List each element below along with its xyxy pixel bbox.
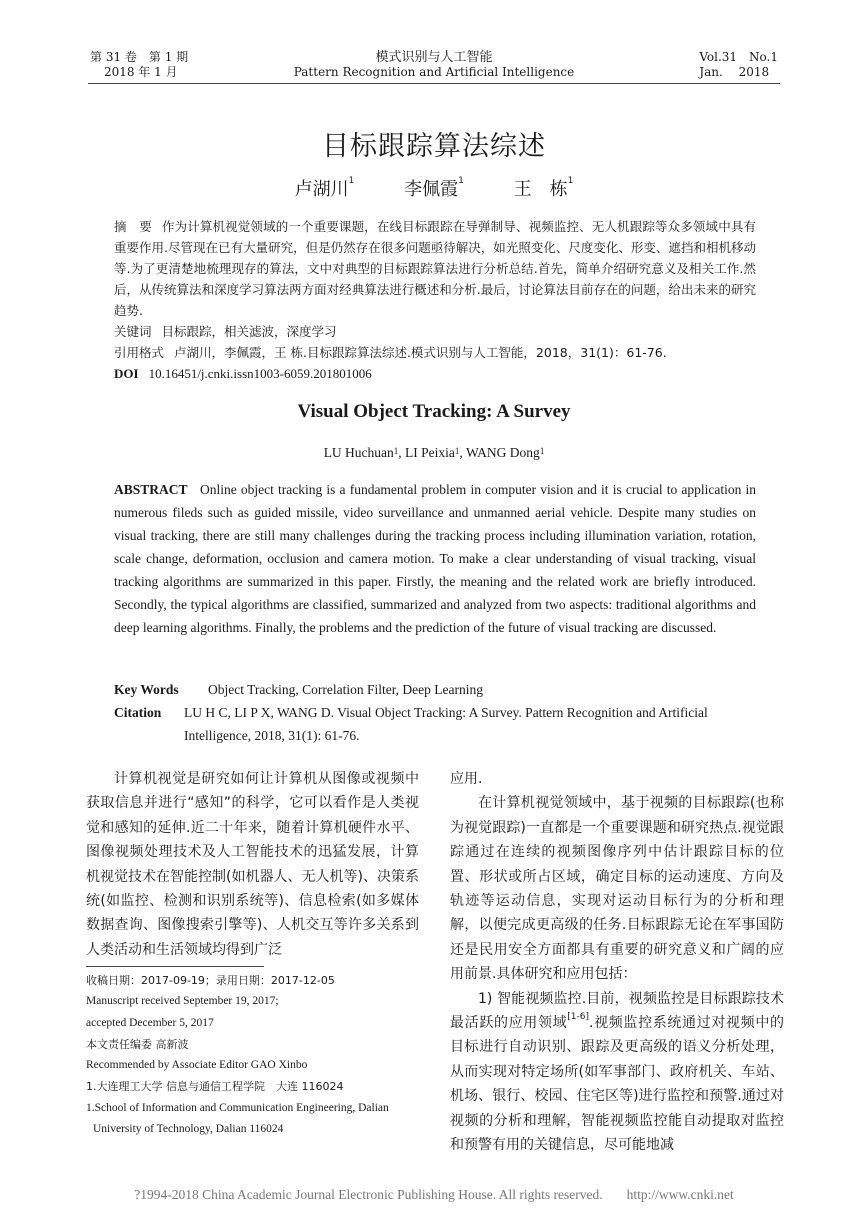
citation-cn-text: 卢湖川，李佩霞，王 栋.目标跟踪算法综述.模式识别与人工智能，2018，31(1)：61-76. — [174, 345, 667, 360]
copyright-notice: ?1994-2018 China Academic Journal Electronic Publishing House. All rights reserved. — [134, 1187, 603, 1202]
body-paragraph: 在计算机视觉领域中，基于视频的目标跟踪(也称为视觉跟踪)一直都是一个重要课题和研究热点.视觉跟踪通过在连续的视频图像序列中估计跟踪目标的位置、形状或所占区域，确定目标的运动速度、方向及轨迹等运动信息，实现对运动目标行为的分析和理解，以便完成更高级的任务.目标跟踪无论在军事国防还是民用安全方面都具有重要的研究意义和广阔的应用前景.具体研究和应用包括： — [450, 795, 784, 983]
editor-cn: 本文责任编委 高新波 — [86, 1037, 189, 1051]
volume-issue-cn: 第 31 卷 第 1 期 — [90, 50, 189, 64]
body-paragraph: 应用. — [450, 771, 483, 787]
abstract-en-label: ABSTRACT — [114, 482, 188, 497]
affiliation-en: 1.School of Information and Communication Engineering, Dalian — [86, 1101, 389, 1114]
keywords-cn-label: 关键词 — [114, 324, 152, 339]
author-cn: 李佩霞$^1$ — [404, 176, 464, 200]
author-en: WANG Dong$^1$ — [465, 445, 545, 460]
body-paragraph: 1) 智能视频监控.目前，视频监控是目标跟踪技术最活跃的应用领域[1-6].视频监控系统通过对视频中的目标进行自动识别、跟踪及更高级的语义分析处理，从而实现对特定场所(如军事部门、政府机关、车站、机场、银行、校园、住宅区等)进行监控和预警.通过对视频的分析和理解，智能视频监控能自动提取对监控和预警有用的关键信息，尽可能地减 — [450, 990, 785, 1154]
header-rule — [88, 83, 780, 84]
keywords-en-label: Key Words — [114, 682, 179, 697]
citation-ref: [1-6] — [567, 1012, 589, 1023]
doi-text: 10.16451/j.cnki.issn1003-6059.201801006 — [148, 366, 372, 381]
keywords-cn — [114, 321, 756, 342]
page-footer — [0, 1187, 868, 1203]
keywords-cn-text: 目标跟踪，相关滤波，深度学习 — [161, 324, 337, 339]
authors-cn — [0, 175, 868, 201]
abstract-cn — [114, 216, 756, 321]
received-date-en: Manuscript received September 19, 2017; — [86, 995, 279, 1008]
citation-cn-label: 引用格式 — [114, 345, 165, 360]
abstract-en-block — [114, 478, 756, 639]
editor-en: Recommended by Associate Editor GAO Xinbo — [86, 1059, 308, 1072]
footnotes — [86, 970, 419, 1140]
keywords-en — [114, 678, 756, 701]
citation-en-text: LU H C, LI P X, WANG D. Visual Object Tracking: A Survey. Pattern Recognition and Artificial Intelligence, 2018, 31(1): 61-76. — [184, 705, 708, 743]
journal-name-cn: 模式识别与人工智能 — [375, 50, 493, 65]
body-paragraph: 计算机视觉是研究如何让计算机从图像或视频中获取信息并进行“感知”的科学，它可以看作是人类视觉和感知的延伸.近二十年来，随着计算机硬件水平、图像视频处理技术及人工智能技术的迅猛发展，计算机视觉技术在智能控制(如机器人、无人机等)、决策系统(如监控、检测和识别系统等)、信息检索(如多媒体数据查询、图像搜索引擎等)、人机交互等许多关系到人类活动和生活领域均得到广泛 — [86, 771, 419, 958]
doi-label: DOI — [114, 366, 139, 381]
abstract-cn-label: 摘 要 — [114, 219, 152, 234]
abstract-en — [114, 478, 756, 639]
citation-en — [114, 701, 756, 747]
doi — [114, 363, 756, 384]
body-column-right — [450, 767, 784, 1158]
issue-info-en — [699, 50, 778, 80]
body-column-left — [86, 767, 419, 962]
authors-en: LU Huchuan$^1$, LI Peixia$^1$, WANG Dong$^1$ — [323, 445, 545, 460]
volume-issue-en: Vol.31 No.1 — [699, 50, 778, 64]
author-cn: 王 栋$^1$ — [513, 176, 574, 200]
author-en: LU Huchuan$^1$ — [323, 445, 399, 460]
abstract-cn-text: 作为计算机视觉领域的一个重要课题，在线目标跟踪在导弹制导、视频监控、无人机跟踪等众多领域中具有重要作用.尽管现在已有大量研究，但是仍然存在很多问题亟待解决，如光照变化、尺度变化、形变、遮挡和相机移动等.为了更清楚地梳理现存的算法，文中对典型的目标跟踪算法进行分析总结.首先，简单介绍研究意义及相关工作.然后，从传统算法和深度学习算法两方面对经典算法进行概述和分析.最后，讨论算法目前存在的问题，给出未来的研究趋势. — [114, 219, 756, 318]
date-en: Jan. 2018 — [699, 65, 770, 79]
author-cn: 卢湖川$^1$ — [294, 176, 355, 200]
paper-title-cn: 目标跟踪算法综述 — [322, 131, 546, 162]
keywords-en-text: Object Tracking, Correlation Filter, Deep Learning — [208, 682, 484, 697]
affiliation-en-cont: University of Technology, Dalian 116024 — [93, 1123, 284, 1136]
cnki-url: http://www.cnki.net — [626, 1187, 734, 1202]
citation-en-label: Citation — [114, 705, 162, 720]
accepted-date-en: accepted December 5, 2017 — [86, 1016, 214, 1029]
footnote-rule — [86, 966, 264, 967]
author-en: LI Peixia$^1$ — [405, 445, 460, 460]
affiliation-cn: 1.大连理工大学 信息与通信工程学院 大连 116024 — [86, 1080, 344, 1094]
date-cn: 2018 年 1 月 — [104, 65, 178, 79]
journal-name-en: Pattern Recognition and Artificial Intelligence — [293, 65, 575, 79]
keywords-citation-en — [114, 678, 756, 747]
abstract-cn-block — [114, 216, 756, 384]
received-date-cn: 收稿日期：2017-09-19；录用日期：2017-12-05 — [86, 974, 335, 987]
citation-cn — [114, 342, 756, 363]
paper-title-en: Visual Object Tracking: A Survey — [297, 401, 571, 422]
abstract-en-text: Online object tracking is a fundamental problem in computer vision and it is crucial to application in numerous fileds such as guided missile, video surveillance and unmanned aerial vehicle. Despite many studies on visual tracking, there are still many challenges during the tracking process including illumination variation, rotation, scale change, deformation, occlusion and camera motion. To make a clear understanding of visual tracking, visual tracking algorithms are summarized in this paper. Firstly, the meaning and the related work are briefly introduced. Secondly, the typical algorithms are classified, summarized and analyzed from two aspects: traditional algorithms and deep learning algorithms. Finally, the problems and the prediction of the future of visual tracking are discussed. — [114, 482, 756, 635]
